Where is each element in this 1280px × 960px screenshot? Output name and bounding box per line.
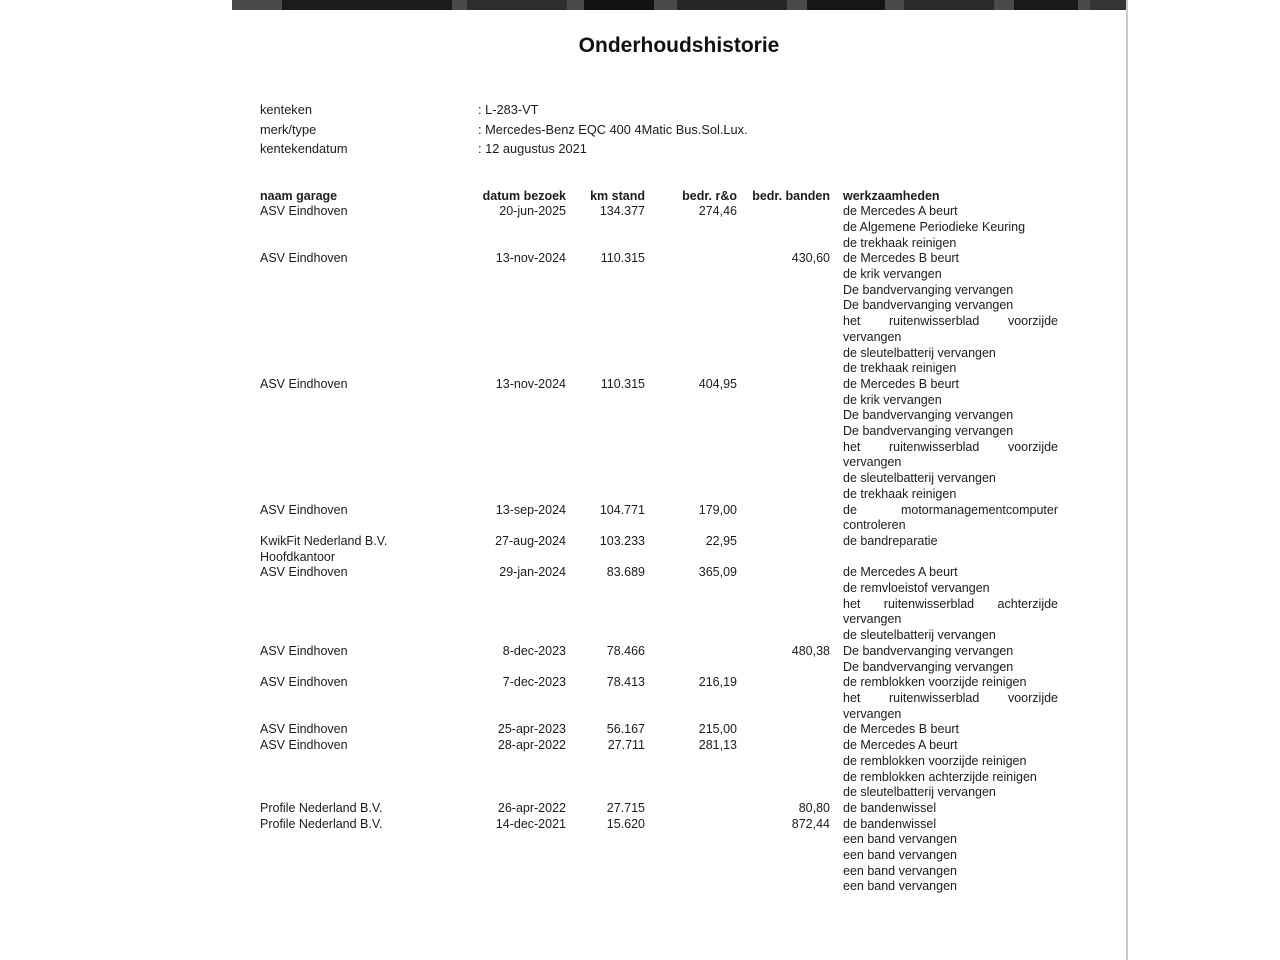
werkzaamheden-item: een band vervangen xyxy=(843,832,957,847)
werkzaamheden-item: de motormanagementcomputer controleren xyxy=(843,502,1058,533)
garage-cell: ASV Eindhoven xyxy=(260,204,348,219)
bedrag-banden-cell: 80,80 xyxy=(798,800,830,815)
werkzaamheden-item: de sleutelbatterij vervangen xyxy=(843,785,996,800)
werkzaamheden-item: de remvloeistof vervangen xyxy=(843,581,990,596)
vehicle-field xyxy=(260,100,1126,120)
werkzaamheden-item: de trekhaak reinigen xyxy=(843,486,957,501)
werkzaamheden-item: een band vervangen xyxy=(843,863,957,878)
werkzaamheden-item: de Mercedes B beurt xyxy=(843,722,960,737)
bedrag-banden-cell: 430,60 xyxy=(791,251,830,266)
km-cell: 78.413 xyxy=(606,675,645,690)
chrome-segment xyxy=(1014,0,1078,10)
km-cell: 83.689 xyxy=(606,565,645,580)
chrome-segment xyxy=(1090,0,1126,10)
bedrag-ro-cell: 274,46 xyxy=(698,204,737,219)
km-cell: 110.315 xyxy=(600,376,645,391)
garage-cell: ASV Eindhoven xyxy=(260,675,348,690)
werkzaamheden-item: de Mercedes A beurt xyxy=(843,204,958,219)
table-header-row xyxy=(260,189,1126,205)
bedrag-ro-cell: 216,19 xyxy=(698,675,737,690)
werkzaamheden-cell xyxy=(830,738,1058,801)
werkzaamheden-item: De bandvervanging vervangen xyxy=(843,282,1014,297)
werkzaamheden-cell xyxy=(830,204,1058,251)
werkzaamheden-item: de Mercedes B beurt xyxy=(843,251,960,266)
maintenance-table xyxy=(260,189,1126,896)
werkzaamheden-cell xyxy=(830,675,1058,722)
datum-cell: 25-apr-2023 xyxy=(497,722,566,737)
werkzaamheden-item: De bandvervanging vervangen xyxy=(843,424,1014,439)
vehicle-info xyxy=(260,100,1126,159)
werkzaamheden-item: de krik vervangen xyxy=(843,392,942,407)
datum-cell: 8-dec-2023 xyxy=(502,643,566,658)
table-row xyxy=(260,377,1126,503)
chrome-segment xyxy=(904,0,994,10)
table-row xyxy=(260,204,1126,251)
column-header-garage: naam garage xyxy=(260,188,338,203)
werkzaamheden-cell xyxy=(830,722,1058,738)
km-cell: 110.315 xyxy=(600,251,645,266)
bedrag-banden-cell: 480,38 xyxy=(791,643,830,658)
werkzaamheden-item: De bandvervanging vervangen xyxy=(843,643,1014,658)
werkzaamheden-item: de bandreparatie xyxy=(843,533,938,548)
chrome-segment xyxy=(467,0,567,10)
garage-cell: Profile Nederland B.V. xyxy=(260,800,383,815)
werkzaamheden-cell xyxy=(830,801,1058,817)
page-title: Onderhoudshistorie xyxy=(578,34,780,57)
werkzaamheden-item: de remblokken voorzijde reinigen xyxy=(843,753,1027,768)
table-row xyxy=(260,817,1126,896)
table-row xyxy=(260,644,1126,675)
bedrag-ro-cell: 404,95 xyxy=(698,376,737,391)
datum-cell: 29-jan-2024 xyxy=(499,565,566,580)
werkzaamheden-item: het ruitenwisserblad voorzijde vervangen xyxy=(843,439,1058,470)
garage-cell: ASV Eindhoven xyxy=(260,376,348,391)
table-row xyxy=(260,722,1126,738)
garage-cell: ASV Eindhoven xyxy=(260,643,348,658)
bedrag-ro-cell: 215,00 xyxy=(698,722,737,737)
garage-cell: Profile Nederland B.V. xyxy=(260,816,383,831)
werkzaamheden-item: het ruitenwisserblad voorzijde vervangen xyxy=(843,314,1058,344)
table-row xyxy=(260,801,1126,817)
bedrag-banden-cell: 872,44 xyxy=(791,816,830,831)
werkzaamheden-cell xyxy=(830,503,1058,534)
bedrag-ro-cell: 22,95 xyxy=(705,533,737,548)
column-header-banden: bedr. banden xyxy=(752,188,830,203)
table-row xyxy=(260,251,1126,377)
werkzaamheden-cell xyxy=(830,251,1058,377)
table-row xyxy=(260,565,1126,644)
datum-cell: 13-sep-2024 xyxy=(495,502,566,517)
datum-cell: 13-nov-2024 xyxy=(495,251,566,266)
table-row xyxy=(260,738,1126,801)
km-cell: 78.466 xyxy=(606,643,645,658)
garage-cell: ASV Eindhoven xyxy=(260,502,348,517)
chrome-segment xyxy=(282,0,452,10)
werkzaamheden-cell xyxy=(830,534,1058,550)
column-header-ro: bedr. r&o xyxy=(682,188,737,203)
vehicle-field-label: kentekendatum xyxy=(260,141,348,156)
km-cell: 56.167 xyxy=(606,722,645,737)
datum-cell: 13-nov-2024 xyxy=(495,376,566,391)
datum-cell: 7-dec-2023 xyxy=(502,675,566,690)
vehicle-field-value: : Mercedes-Benz EQC 400 4Matic Bus.Sol.Lux. xyxy=(478,121,748,137)
werkzaamheden-item: de sleutelbatterij vervangen xyxy=(843,471,996,486)
garage-cell: ASV Eindhoven xyxy=(260,738,348,753)
werkzaamheden-item: de Mercedes A beurt xyxy=(843,738,958,753)
table-row xyxy=(260,503,1126,534)
werkzaamheden-item: De bandvervanging vervangen xyxy=(843,298,1014,313)
km-cell: 27.715 xyxy=(606,800,645,815)
vehicle-field-label: merk/type xyxy=(260,121,317,137)
chrome-segment xyxy=(584,0,654,10)
km-cell: 27.711 xyxy=(607,738,645,753)
bedrag-ro-cell: 281,13 xyxy=(698,738,737,753)
table-body xyxy=(260,204,1126,895)
werkzaamheden-cell xyxy=(830,377,1058,503)
werkzaamheden-item: de Mercedes B beurt xyxy=(843,376,960,391)
werkzaamheden-cell xyxy=(830,565,1058,644)
table-row xyxy=(260,534,1126,565)
vehicle-field xyxy=(260,139,1126,159)
werkzaamheden-item: de bandenwissel xyxy=(843,816,937,831)
table-row xyxy=(260,675,1126,722)
report-page xyxy=(232,0,1128,960)
datum-cell: 28-apr-2022 xyxy=(497,738,566,753)
werkzaamheden-item: de Algemene Periodieke Keuring xyxy=(843,219,1026,234)
datum-cell: 27-aug-2024 xyxy=(495,533,566,548)
km-cell: 15.620 xyxy=(606,816,645,831)
werkzaamheden-item: de sleutelbatterij vervangen xyxy=(843,345,996,360)
vehicle-field-label: kenteken xyxy=(260,102,312,117)
bedrag-ro-cell: 365,09 xyxy=(698,565,737,580)
window-chrome-remnant xyxy=(232,0,1126,10)
werkzaamheden-item: een band vervangen xyxy=(843,848,957,863)
chrome-segment xyxy=(807,0,885,10)
werkzaamheden-item: de bandenwissel xyxy=(843,800,937,815)
werkzaamheden-item: een band vervangen xyxy=(843,879,957,894)
datum-cell: 14-dec-2021 xyxy=(495,816,566,831)
column-header-datum: datum bezoek xyxy=(482,188,566,203)
vehicle-field xyxy=(260,120,1126,140)
werkzaamheden-item: de krik vervangen xyxy=(843,267,942,282)
werkzaamheden-item: de trekhaak reinigen xyxy=(843,235,957,250)
datum-cell: 26-apr-2022 xyxy=(497,800,566,815)
km-cell: 104.771 xyxy=(599,502,645,517)
km-cell: 103.233 xyxy=(599,533,645,548)
werkzaamheden-cell xyxy=(830,817,1058,896)
vehicle-field-value: : L-283-VT xyxy=(478,102,539,117)
werkzaamheden-item: de Mercedes A beurt xyxy=(843,565,958,580)
werkzaamheden-item: de remblokken achterzijde reinigen xyxy=(843,769,1037,784)
garage-cell: ASV Eindhoven xyxy=(260,565,348,580)
bedrag-ro-cell: 179,00 xyxy=(698,502,737,517)
werkzaamheden-item: het ruitenwisserblad voorzijde vervangen xyxy=(843,691,1058,721)
km-cell: 134.377 xyxy=(599,204,645,219)
werkzaamheden-item: De bandvervanging vervangen xyxy=(843,408,1014,423)
vehicle-field-value: : 12 augustus 2021 xyxy=(478,141,587,156)
werkzaamheden-item: het ruitenwisserblad achterzijde vervangen xyxy=(843,596,1058,627)
werkzaamheden-item: De bandvervanging vervangen xyxy=(843,659,1014,674)
werkzaamheden-item: de trekhaak reinigen xyxy=(843,361,957,376)
garage-cell: ASV Eindhoven xyxy=(260,722,348,737)
datum-cell: 20-jun-2025 xyxy=(499,204,566,219)
chrome-segment xyxy=(677,0,787,10)
werkzaamheden-item: de sleutelbatterij vervangen xyxy=(843,628,996,643)
garage-cell: ASV Eindhoven xyxy=(260,251,348,266)
werkzaamheden-item: de remblokken voorzijde reinigen xyxy=(843,675,1027,690)
werkzaamheden-cell xyxy=(830,644,1058,675)
column-header-km: km stand xyxy=(590,188,645,203)
garage-cell: KwikFit Nederland B.V. Hoofdkantoor xyxy=(260,533,388,564)
column-header-werk: werkzaamheden xyxy=(843,188,940,203)
